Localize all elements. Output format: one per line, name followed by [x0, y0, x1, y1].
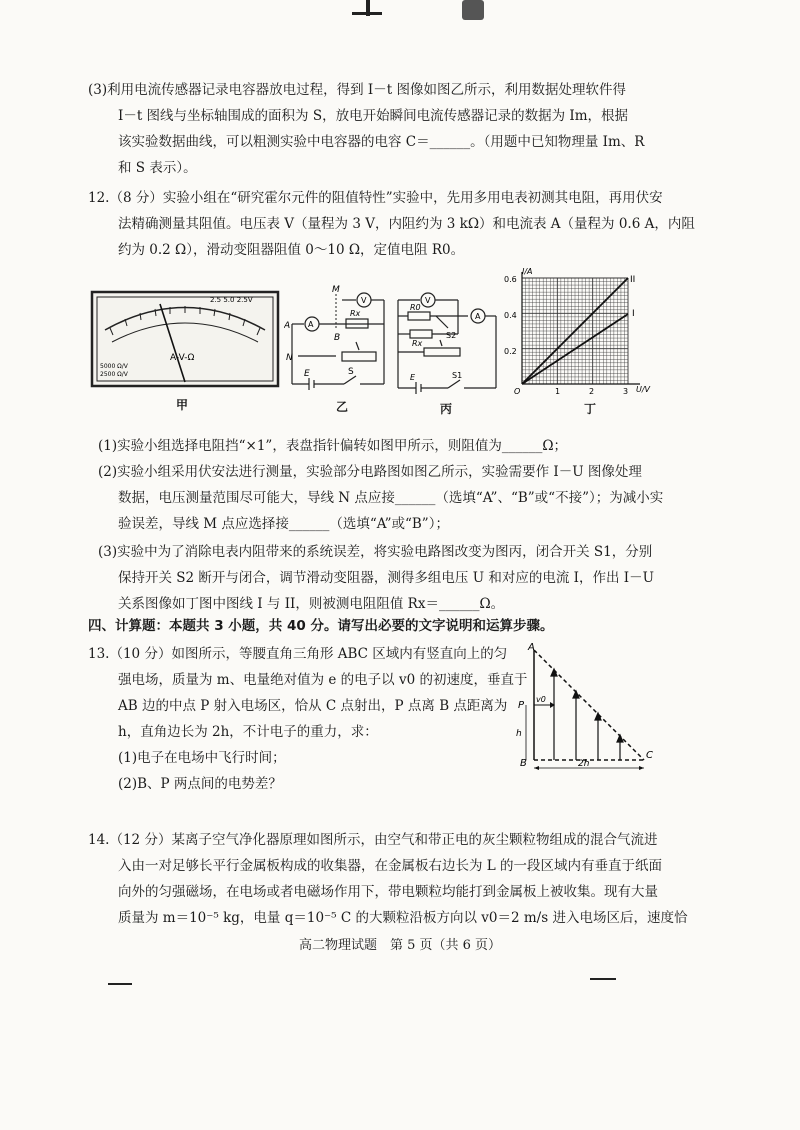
fig-label-yi: 乙: [336, 400, 349, 414]
q12-line1: 12.（8 分）实验小组在“研究霍尔元件的阻值特性”实验中，先用多用电表初测其电阻，再用伏安: [88, 190, 663, 206]
graph-xtick: 2: [589, 387, 595, 396]
meter-top-scale: 2.5 5.0 2.5V: [210, 296, 253, 304]
graph-xtick: 1: [555, 387, 561, 396]
q12-sub2-line2: 数据，电压测量范围尽可能大，导线 N 点应接______（选填“A”、“B”或“不接”）；为减小实: [118, 490, 664, 506]
yi-label-E: E: [304, 369, 310, 379]
triangle-field-figure: [512, 640, 662, 776]
bing-label-S2: S2: [446, 331, 457, 340]
yi-label-S: S: [348, 367, 354, 377]
q13-line4: h，直角边长为 2h，不计电子的重力，求：: [118, 724, 378, 740]
q11-3-line3: 该实验数据曲线，可以粗测实验中电容器的电容 C＝______。（用题中已知物理量 Im、R: [118, 134, 645, 150]
graph-xlabel: U/V: [636, 385, 651, 394]
graph-ylabel: I/A: [522, 268, 533, 276]
q14-line3: 向外的匀强磁场，在电场或者电磁场作用下，带电颗粒均能打到金属板上被收集。现有大量: [118, 884, 658, 900]
q13-sub1: (1)电子在电场中飞行时间；: [118, 750, 286, 766]
graph-ytick: 0.6: [504, 275, 517, 284]
meter-spec1: 5000 Ω/V: [100, 363, 128, 370]
fig-2h: 2h: [578, 759, 590, 769]
fig-point-A: A: [528, 642, 535, 653]
fig-label-ding: 丁: [584, 402, 597, 416]
fig-velocity: v0: [536, 695, 546, 704]
yi-voltmeter: V: [361, 296, 367, 305]
yi-label-B: B: [334, 333, 341, 343]
q13-line1: 13.（10 分）如图所示，等腰直角三角形 ABC 区域内有竖直向上的匀: [88, 646, 508, 662]
q12-sub2-line3: 验误差，导线 M 点应选择接______（选填“A”或“B”）；: [118, 516, 449, 532]
fig-label-bing: 丙: [440, 402, 453, 416]
bing-label-E: E: [410, 373, 416, 382]
bing-label-S1: S1: [452, 371, 463, 380]
graph-origin: O: [514, 387, 521, 396]
fig-point-P: P: [518, 700, 525, 711]
scan-mark: [108, 983, 132, 985]
circuit-yi-figure: [284, 284, 394, 394]
section-4-heading: 四、计算题：本题共 3 小题，共 40 分。请写出必要的文字说明和运算步骤。: [88, 618, 554, 634]
bing-label-R0: R0: [410, 303, 421, 312]
q12-sub3-line1: (3)实验中为了消除电表内阻带来的系统误差，将实验电路图改变为图丙，闭合开关 S1，分别: [98, 544, 653, 560]
yi-label-M: M: [332, 285, 340, 295]
yi-label-Rx: Rx: [350, 309, 361, 318]
yi-label-N: N: [286, 353, 293, 363]
fig-point-B: B: [520, 758, 527, 769]
graph-ytick: 0.2: [504, 347, 517, 356]
meter-spec2: 2500 Ω/V: [100, 371, 128, 378]
yi-label-A: A: [284, 321, 291, 331]
scan-mark: [590, 978, 616, 980]
fig-point-C: C: [646, 750, 653, 761]
q12-sub3-line2: 保持开关 S2 断开与闭合，调节滑动变阻器，测得多组电压 U 和对应的电流 I，作出 I－U: [118, 570, 655, 586]
q12-sub2-line1: (2)实验小组采用伏安法进行测量，实验部分电路图如图乙所示，实验需要作 I－U 图像处理: [98, 464, 642, 480]
fig-h: h: [516, 729, 522, 739]
q14-line4: 质量为 m＝10⁻⁵ kg，电量 q＝10⁻⁵ C 的大颗粒沿板方向以 v0＝2 m/s 进入电场区后，速度恰: [118, 910, 688, 926]
bing-label-Rx: Rx: [412, 339, 423, 348]
q14-line1: 14.（12 分）某离子空气净化器原理如图所示，由空气和带正电的灰尘颗粒物组成的混合气流进: [88, 832, 658, 848]
scan-blot: [462, 0, 484, 20]
q12-line2: 法精确测量其阻值。电压表 V（量程为 3 V，内阻约为 3 kΩ）和电流表 A（量程为 0.6 A，内阻: [118, 216, 695, 232]
bing-voltmeter: V: [425, 296, 431, 305]
q13-sub2: (2)B、P 两点间的电势差？: [118, 776, 282, 792]
scan-mark: [352, 12, 382, 15]
graph-line-II-label: II: [630, 275, 636, 285]
graph-ytick: 0.4: [504, 311, 517, 320]
page-footer: 高二物理试题 第 5 页（共 6 页）: [298, 938, 502, 953]
q12-sub3-line3: 关系图像如丁图中图线 I 与 II，则被测电阻阻值 Rx＝______Ω。: [118, 596, 505, 612]
yi-ammeter: A: [308, 320, 314, 329]
graph-line-I-label: I: [632, 309, 635, 319]
q13-line2: 强电场，质量为 m、电量绝对值为 e 的电子以 v0 的初速度，垂直于: [118, 672, 528, 688]
bing-ammeter: A: [475, 312, 481, 321]
graph-xtick: 3: [623, 387, 629, 396]
fig-label-jia: 甲: [176, 398, 189, 412]
q12-sub1: (1)实验小组选择电阻挡“×1”，表盘指针偏转如图甲所示，则阻值为______Ω；: [98, 438, 568, 454]
q12-line3: 约为 0.2 Ω），滑动变阻器阻值 0～10 Ω，定值电阻 R0。: [118, 242, 465, 258]
multimeter-figure: [90, 290, 280, 390]
iu-graph-figure: [500, 268, 660, 398]
circuit-bing-figure: [396, 288, 500, 394]
q14-line2: 入由一对足够长平行金属板构成的收集器，在金属板右边长为 L 的一段区域内有垂直于纸面: [118, 858, 663, 874]
meter-label: A-V-Ω: [170, 353, 195, 363]
q11-3-line4: 和 S 表示）。: [118, 160, 197, 176]
q13-line3: AB 边的中点 P 射入电场区，恰从 C 点射出，P 点离 B 点距离为: [118, 698, 508, 714]
q11-3-line1: (3)利用电流传感器记录电容器放电过程，得到 I－t 图像如图乙所示，利用数据处理软件得: [88, 82, 626, 98]
q11-3-line2: I－t 图线与坐标轴围成的面积为 S，放电开始瞬间电流传感器记录的数据为 Im，根据: [118, 108, 629, 124]
